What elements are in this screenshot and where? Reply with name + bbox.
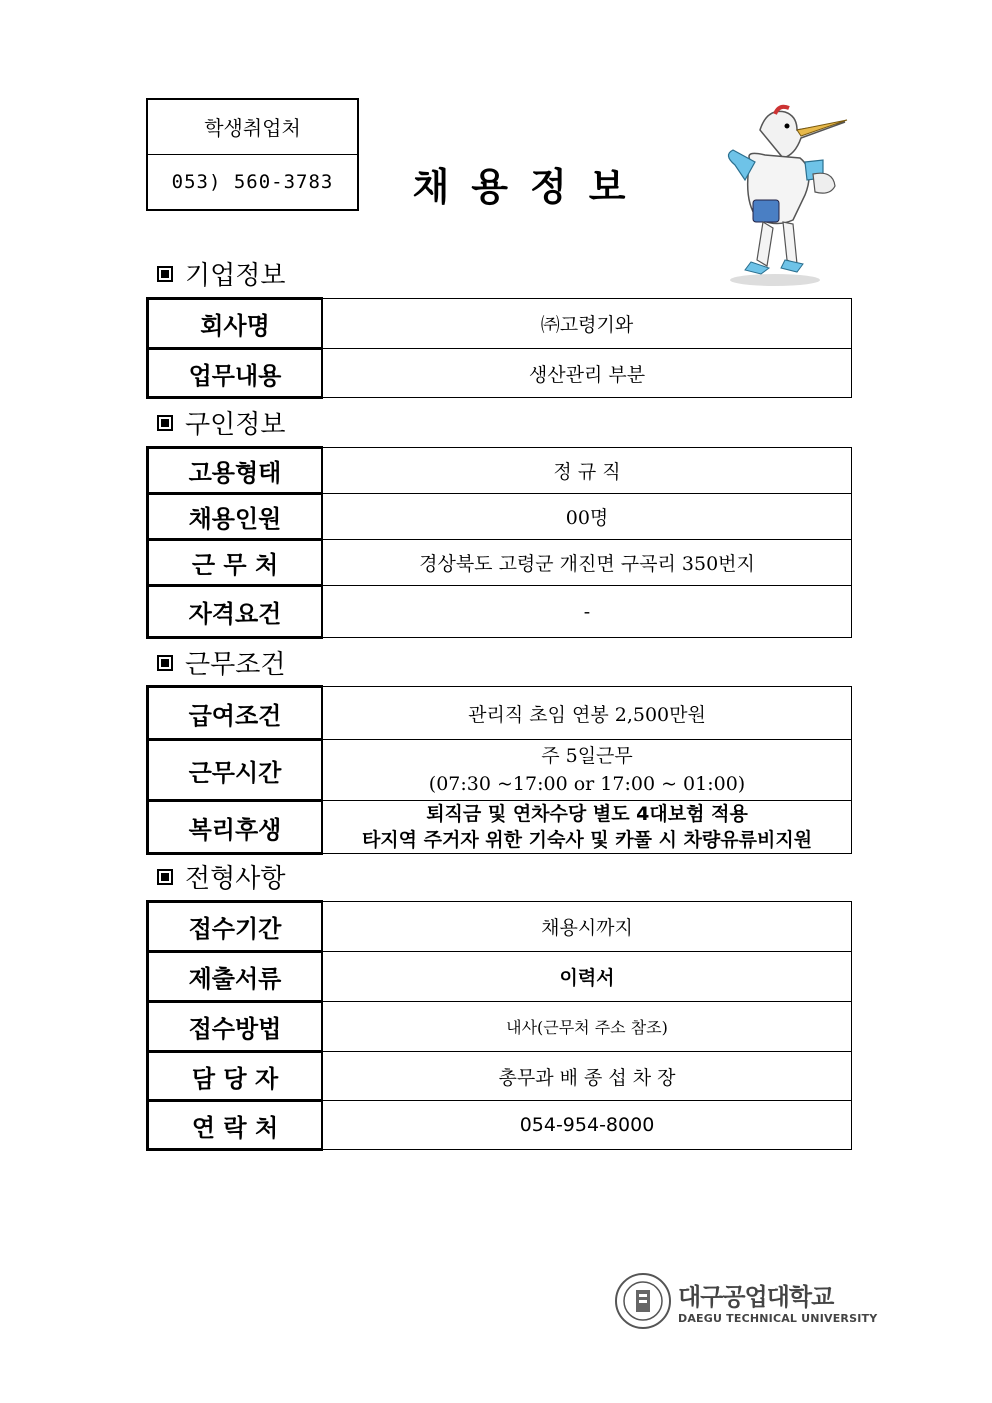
section-heading-text: 구인정보 xyxy=(185,410,286,440)
section-heading-conditions xyxy=(157,644,285,681)
table-row xyxy=(148,1052,852,1101)
row-value-line: 타지역 주거자 위한 기숙사 및 카풀 시 차량유류비지원 xyxy=(361,829,813,851)
square-bullet-icon xyxy=(157,655,173,671)
table-row xyxy=(148,299,852,349)
table-row xyxy=(148,448,852,494)
table-row xyxy=(148,349,852,398)
table-row xyxy=(148,801,852,854)
row-label: 근무시간 xyxy=(148,740,323,801)
office-name: 학생취업처 xyxy=(148,100,357,155)
table-row xyxy=(148,902,852,952)
table-row xyxy=(148,540,852,586)
row-value: 총무과 배 종 섭 차 장 xyxy=(322,1052,852,1101)
row-value: 정 규 직 xyxy=(322,448,852,494)
university-name-en: DAEGU TECHNICAL UNIVERSITY xyxy=(678,1312,878,1325)
section-heading-process xyxy=(157,858,285,895)
row-value: 내사(근무처 주소 참조) xyxy=(322,1002,852,1052)
company-table xyxy=(146,297,852,399)
row-label: 접수방법 xyxy=(148,1002,323,1052)
row-label: 제출서류 xyxy=(148,952,323,1002)
row-value: - xyxy=(322,586,852,638)
row-value: 생산관리 부분 xyxy=(322,349,852,398)
row-label: 담 당 자 xyxy=(148,1052,323,1101)
row-value: ㈜고령기와 xyxy=(322,299,852,349)
row-value xyxy=(322,801,852,854)
row-value-line: 주 5일근무 xyxy=(541,745,633,767)
row-label: 급여조건 xyxy=(148,687,323,740)
row-value xyxy=(322,740,852,801)
university-logo xyxy=(614,1272,877,1330)
row-label: 회사명 xyxy=(148,299,323,349)
university-seal-icon xyxy=(614,1272,672,1330)
row-label: 고용형태 xyxy=(148,448,323,494)
square-bullet-icon xyxy=(157,415,173,431)
row-label: 채용인원 xyxy=(148,494,323,540)
section-heading-recruit xyxy=(157,404,285,441)
row-label: 연 락 처 xyxy=(148,1101,323,1150)
office-phone: 053) 560-3783 xyxy=(171,170,334,193)
row-value: 채용시까지 xyxy=(322,902,852,952)
table-row xyxy=(148,687,852,740)
conditions-table xyxy=(146,685,852,855)
row-value: 00명 xyxy=(322,494,852,540)
section-heading-text: 기업정보 xyxy=(185,261,286,291)
row-value: 054-954-8000 xyxy=(322,1101,852,1150)
square-bullet-icon xyxy=(157,266,173,282)
table-row xyxy=(148,494,852,540)
square-bullet-icon xyxy=(157,869,173,885)
section-heading-text: 근무조건 xyxy=(185,650,286,680)
table-row xyxy=(148,1101,852,1150)
row-label: 자격요건 xyxy=(148,586,323,638)
row-value-line: 퇴직금 및 연차수당 별도 4대보험 적용 xyxy=(426,803,748,825)
recruit-table xyxy=(146,446,852,639)
contact-box xyxy=(146,98,359,211)
row-label: 복리후생 xyxy=(148,801,323,854)
row-value: 경상북도 고령군 개진면 구곡리 350번지 xyxy=(322,540,852,586)
mascot-crane-illustration xyxy=(705,100,865,290)
row-label: 업무내용 xyxy=(148,349,323,398)
process-table xyxy=(146,900,852,1151)
row-label: 근 무 처 xyxy=(148,540,323,586)
row-value-line: (07:30 ~17:00 or 17:00 ~ 01:00) xyxy=(428,773,746,795)
row-value: 이력서 xyxy=(322,952,852,1002)
table-row xyxy=(148,586,852,638)
table-row xyxy=(148,740,852,801)
section-heading-text: 전형사항 xyxy=(185,864,286,894)
section-heading-company xyxy=(157,255,285,292)
university-name-kr: 대구공업대학교 xyxy=(678,1283,834,1311)
row-value: 관리직 초임 연봉 2,500만원 xyxy=(322,687,852,740)
row-label: 접수기간 xyxy=(148,902,323,952)
table-row xyxy=(148,1002,852,1052)
page-title: 채용정보 xyxy=(412,165,648,209)
table-row xyxy=(148,952,852,1002)
